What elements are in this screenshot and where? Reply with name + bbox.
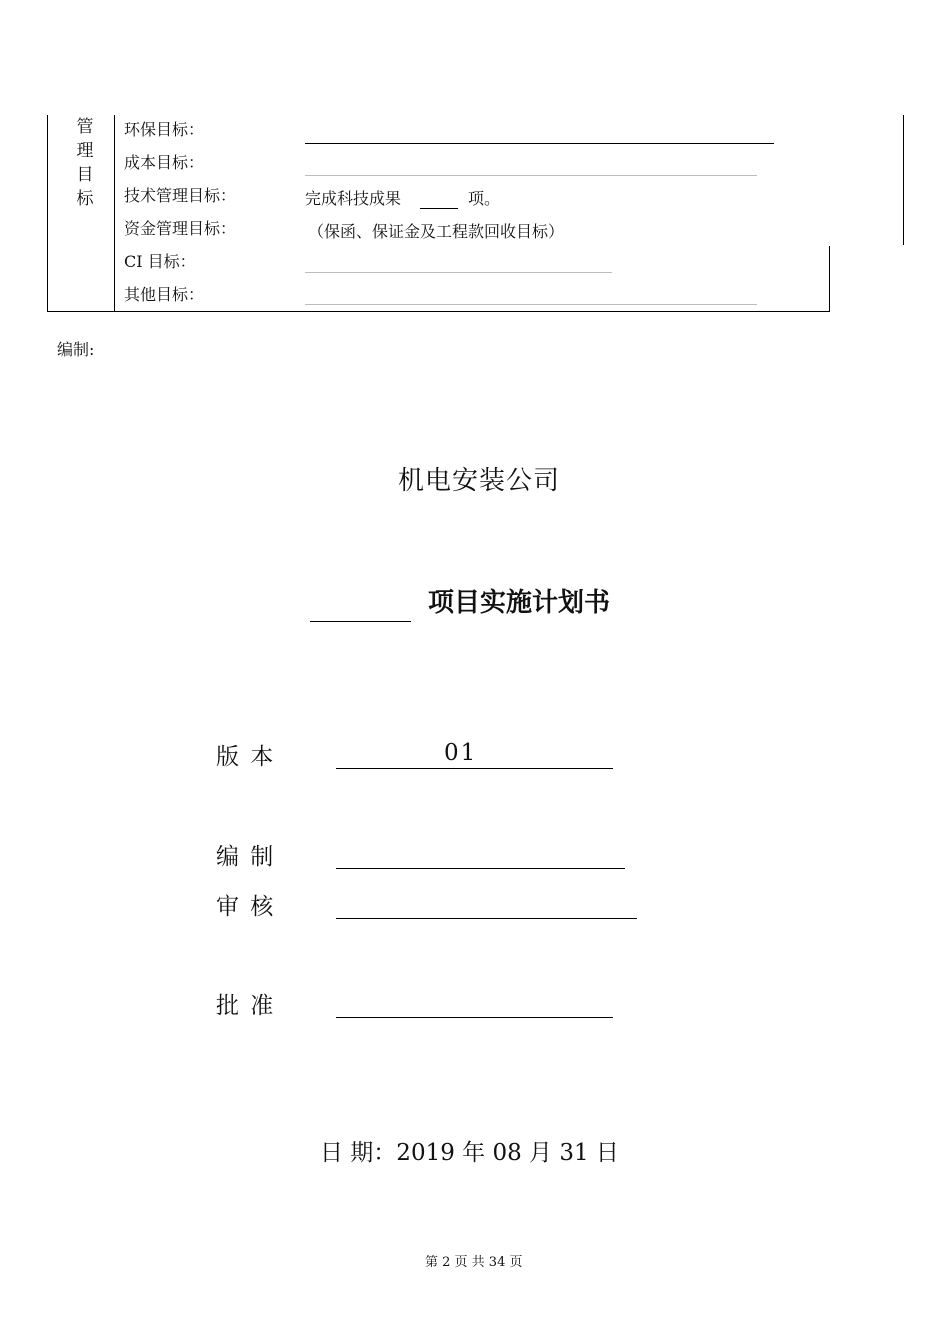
ci-goal-label: CI 目标： xyxy=(124,252,196,271)
document-title: 项目实施计划书 xyxy=(428,588,611,618)
tech-goal-suffix: 项。 xyxy=(468,189,501,208)
other-goal-label: 其他目标： xyxy=(124,285,205,304)
version-underline xyxy=(336,768,613,769)
env-goal-underline xyxy=(305,143,774,144)
prepared-by-label: 编制: xyxy=(57,340,95,359)
tech-goal-blank xyxy=(420,208,458,209)
approve-label: 批 准 xyxy=(216,993,276,1019)
compile-underline xyxy=(336,868,625,869)
table-right-border xyxy=(829,246,830,312)
side-char: 标 xyxy=(76,189,94,209)
review-underline xyxy=(336,918,637,919)
side-char: 管 xyxy=(76,117,94,137)
side-char: 目 xyxy=(76,165,94,185)
table-left-border xyxy=(47,115,48,312)
env-goal-label: 环保目标： xyxy=(124,120,205,139)
company-name: 机电安装公司 xyxy=(398,466,561,496)
side-char: 理 xyxy=(76,141,94,161)
approve-underline xyxy=(336,1017,613,1018)
page-edge-line xyxy=(903,115,904,245)
table-bottom-border xyxy=(47,311,830,312)
table-column-divider xyxy=(114,115,115,312)
ci-goal-underline xyxy=(305,272,612,273)
fund-goal-value: （保函、保证金及工程款回收目标） xyxy=(308,222,565,241)
tech-goal-value: 完成科技成果 xyxy=(305,189,402,208)
other-goal-underline xyxy=(305,304,757,305)
date-line: 日 期：2019 年 08 月 31 日 xyxy=(320,1140,619,1166)
version-label: 版 本 xyxy=(216,744,276,770)
page-footer: 第 2 页 共 34 页 xyxy=(425,1255,523,1270)
fund-goal-label: 资金管理目标： xyxy=(124,219,237,238)
tech-goal-label: 技术管理目标： xyxy=(124,186,237,205)
compile-label: 编 制 xyxy=(216,844,276,870)
cost-goal-underline xyxy=(305,175,757,176)
project-name-blank xyxy=(310,621,411,622)
management-goals-label xyxy=(73,115,97,211)
cost-goal-label: 成本目标： xyxy=(124,153,205,172)
version-value: 01 xyxy=(444,740,478,766)
review-label: 审 核 xyxy=(216,894,276,920)
